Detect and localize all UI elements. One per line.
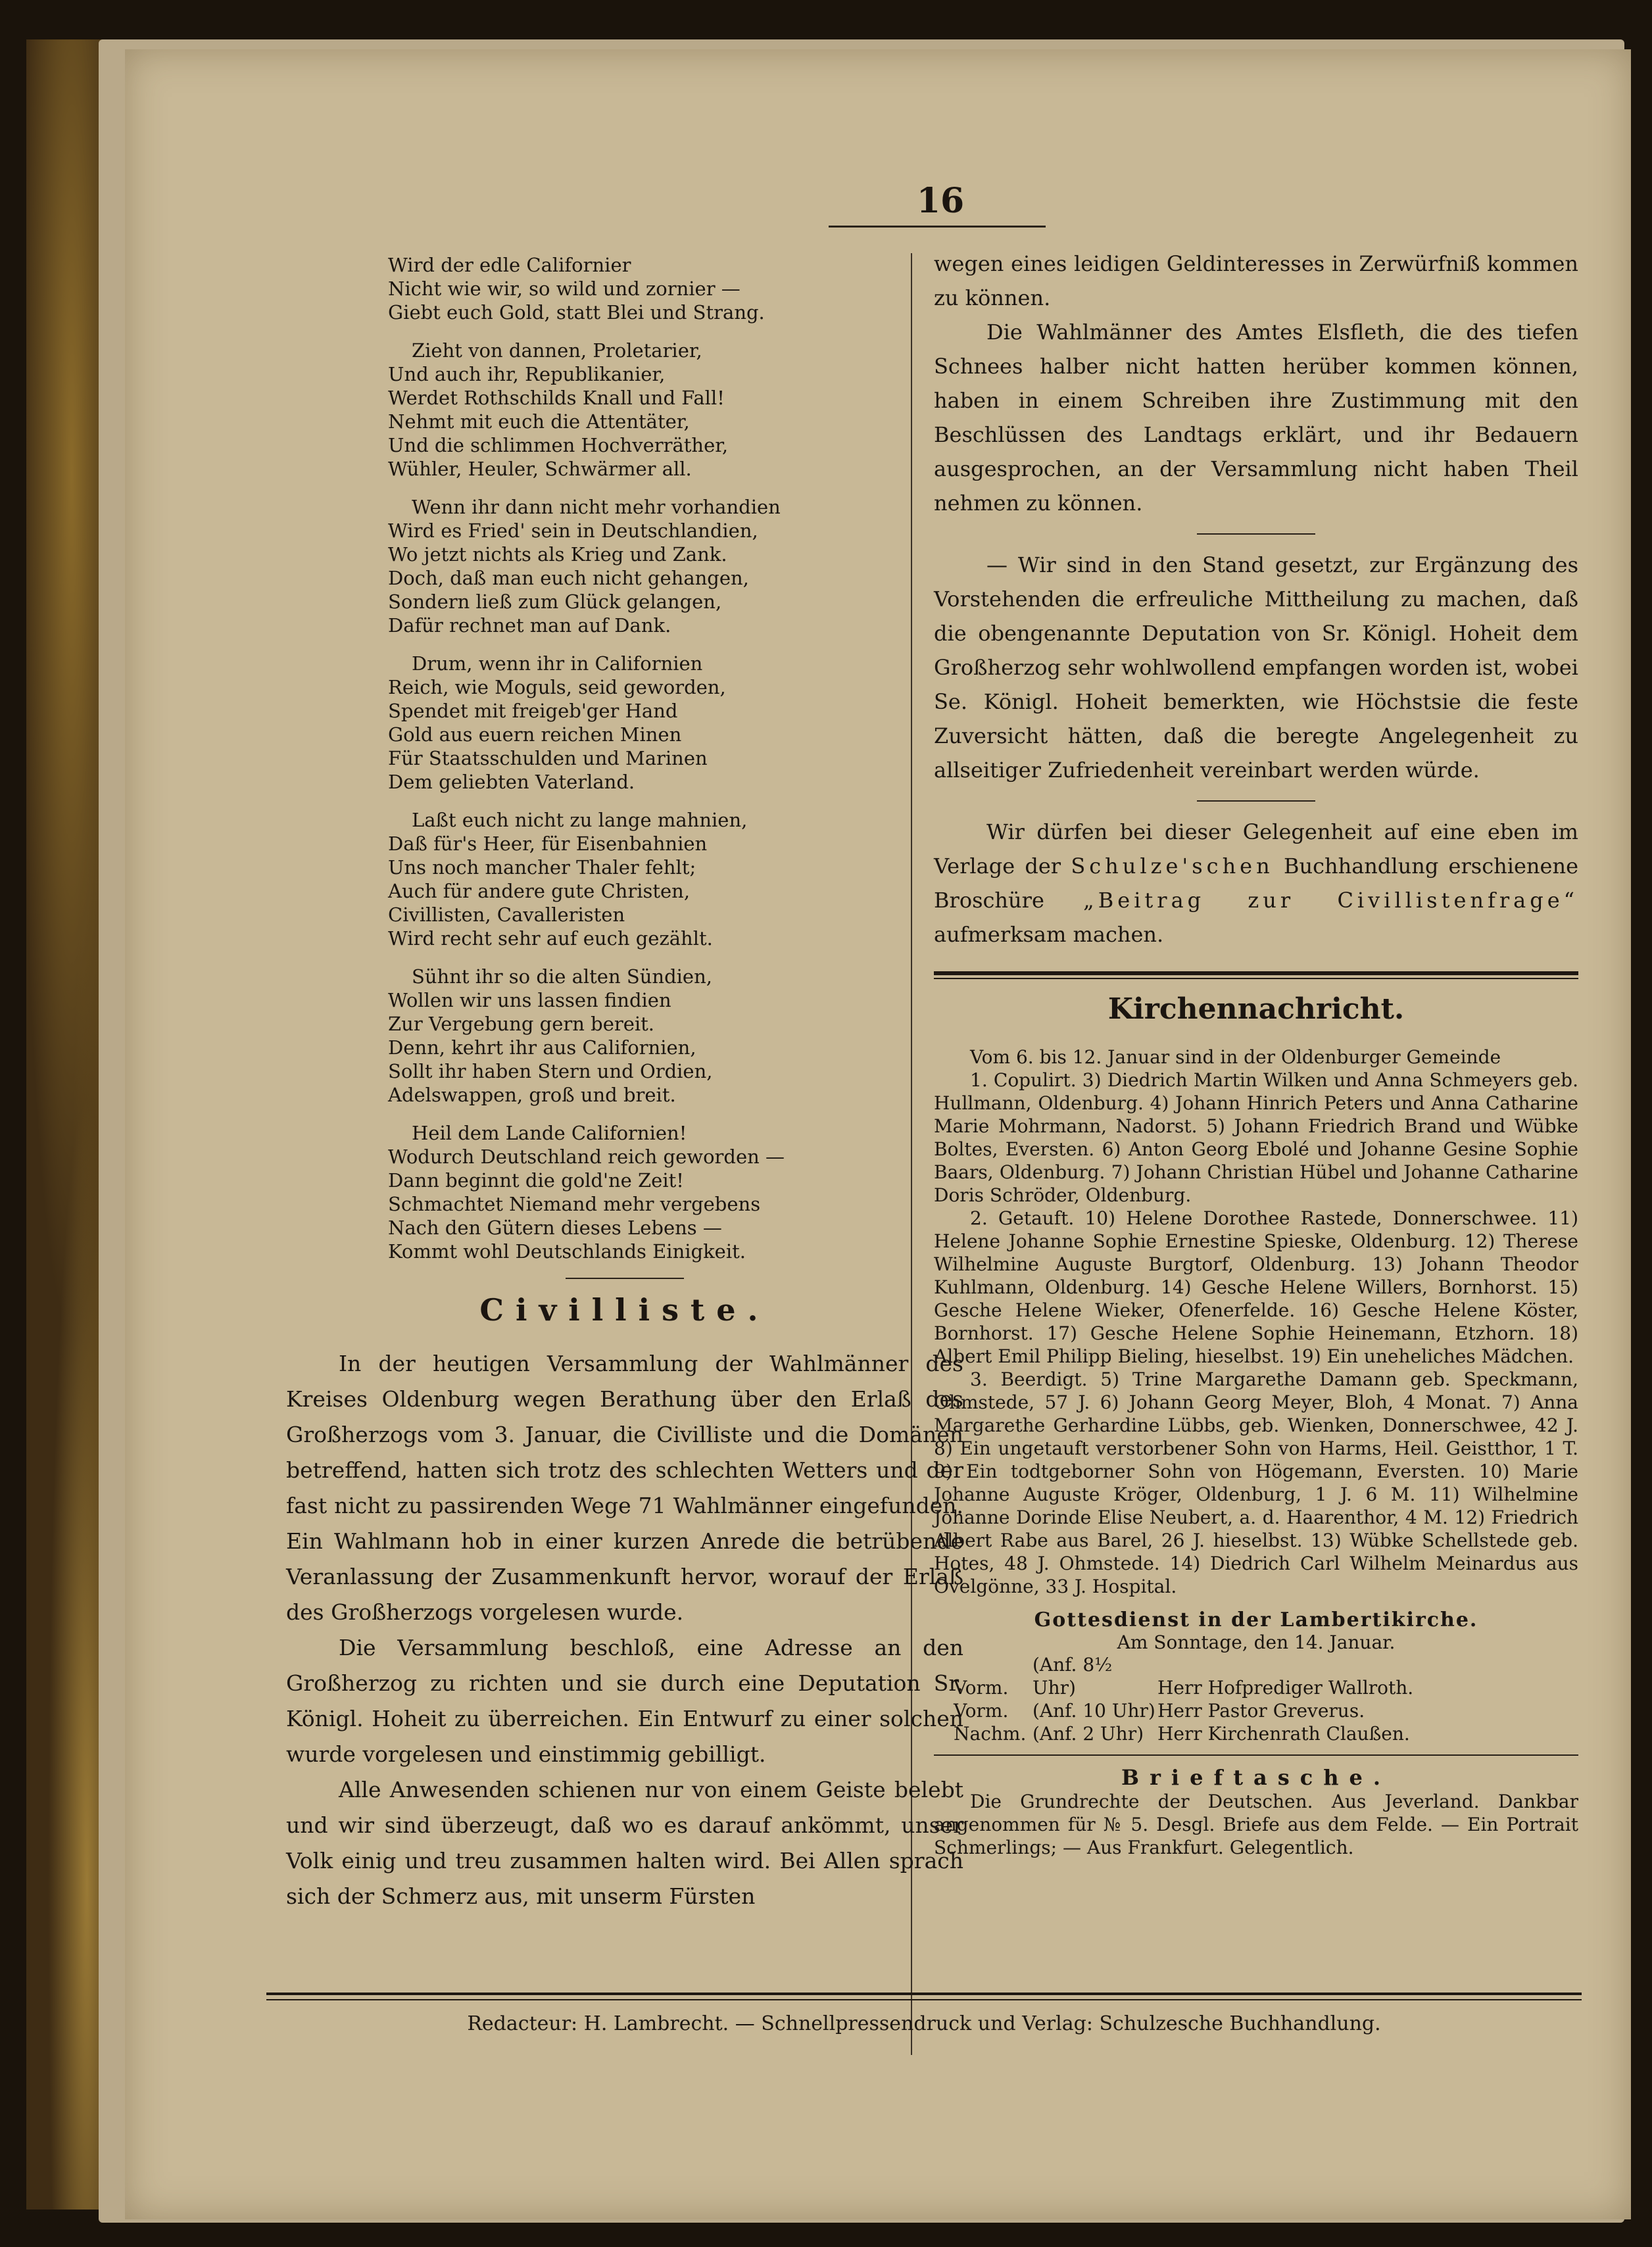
right-column <box>934 247 1578 1859</box>
page-number: 16 <box>916 181 965 221</box>
broschure-text-b: Buchhandlung erschienene Broschüre <box>934 854 1579 913</box>
imprint-footer: Redacteur: H. Lambrecht. — Schnellpressendruck und Verlag: Schulzesche Buchhandlung. <box>467 2012 1381 2035</box>
poem-line: Adelswappen, groß und breit. <box>388 1084 676 1106</box>
poem-line: Wird es Fried' sein in Deutschlandien, <box>388 519 758 542</box>
poem-stanza <box>388 1121 963 1263</box>
poem-line: Und die schlimmen Hochverräther, <box>388 434 729 456</box>
poem-line: Für Staatsschulden und Marinen <box>388 747 708 769</box>
poem-line: Wenn ihr dann nicht mehr vorhandien <box>412 496 781 518</box>
poem-stanza <box>388 339 963 481</box>
poem-line: Laßt euch nicht zu lange mahnien, <box>412 809 748 831</box>
service-row <box>954 1722 1578 1745</box>
poem-line: Daß für's Heer, für Eisenbahnien <box>388 833 708 855</box>
thin-rule <box>934 1754 1578 1756</box>
poem-line: Sollt ihr haben Stern und Ordien, <box>388 1060 713 1082</box>
section-rule <box>1197 533 1315 535</box>
broschure-paragraph <box>934 815 1578 952</box>
poem-line: Denn, kehrt ihr aus Californien, <box>388 1036 696 1059</box>
section-rule <box>566 1278 684 1279</box>
poem-line: Wo jetzt nichts als Krieg und Zank. <box>388 543 727 566</box>
newspaper-page <box>125 49 1631 2219</box>
footer-rule-bottom <box>266 1999 1582 2000</box>
poem-line: Kommt wohl Deutschlands Einigkeit. <box>388 1240 746 1263</box>
poem-line: Auch für andere gute Christen, <box>388 880 691 902</box>
broschure-text-c: aufmerksam machen. <box>934 922 1164 947</box>
service-label: Vorm. <box>954 1677 1009 1699</box>
kirchen-copulirt: 1. Copulirt. 3) Diedrich Martin Wilken und Anna Schmeyers geb. Hullmann, Oldenburg. 4) Johann Hinrich Peters und Anna Catharine Marie Mohrmann, Nadorst. 5) Johann Friedrich Brand und Wübke Boltes, Eversten. 6) Anton Georg Ebolé und Johanne Gesine Sophie Baars, Oldenburg. 7) Johann Christian Hübel und Johanne Catharine Doris Schröder, Oldenburg. <box>934 1069 1578 1206</box>
poem-line: Zur Vergebung gern bereit. <box>388 1013 655 1035</box>
service-who: Herr Pastor Greverus. <box>1157 1700 1365 1722</box>
civilliste-title: Civilliste. <box>479 1292 770 1328</box>
footer-rule-top <box>266 1993 1582 1995</box>
poem-line: Uns noch mancher Thaler fehlt; <box>388 856 696 879</box>
poem-line: Civillisten, Cavalleristen <box>388 904 625 926</box>
broschure-text-a: Wir dürfen bei dieser Gelegenheit auf eine eben im Verlage der <box>934 819 1578 879</box>
deputation-paragraph: — Wir sind in den Stand gesetzt, zur Ergänzung des Vorstehenden die erfreuliche Mittheilung zu machen, daß die obengenannte Deputation von Sr. Königl. Hoheit dem Großherzog sehr wohlwollend empfangen worden ist, wobei Se. Königl. Hoheit bemerkten, wie Höchstsie die feste Zuversicht hätten, daß die beregte Angelegenheit zu allseitiger Zufriedenheit vereinbart werden würde. <box>934 552 1578 783</box>
service-label: Nachm. <box>954 1723 1027 1745</box>
brieftasche-text: Die Grundrechte der Deutschen. Aus Jeverland. Dankbar angenommen für № 5. Desgl. Briefe aus dem Felde. — Ein Portrait Schmerlings; — Aus Frankfurt. Gelegentlich. <box>934 1791 1578 1858</box>
poem-stanza <box>388 495 963 637</box>
poem-line: Nehmt mit euch die Attentäter, <box>388 410 690 433</box>
poem-line: Nicht wie wir, so wild und zornier — <box>388 278 741 300</box>
broschure-title: „Beitrag zur Civillistenfrage“ <box>1083 888 1579 913</box>
poem-stanza <box>388 965 963 1107</box>
poem-line: Gold aus euern reichen Minen <box>388 723 682 746</box>
poem-line: Zieht von dannen, Proletarier, <box>412 339 702 362</box>
poem-line: Schmachtet Niemand mehr vergebens <box>388 1193 761 1215</box>
service-time: (Anf. 8½ Uhr) <box>1032 1654 1113 1699</box>
poem-stanza <box>388 253 963 324</box>
elsfleth-paragraph: Die Wahlmänner des Amtes Elsfleth, die des tiefen Schnees halber nicht hatten herüber kommen können, haben in einem Schreiben ihre Zustimmung mit den Beschlüssen des Landtags erklärt, und ihr Bedauern ausgesprochen, an der Versammlung nicht haben Theil nehmen zu können. <box>934 320 1578 516</box>
service-time: (Anf. 10 Uhr) <box>1032 1700 1155 1722</box>
poem-line: Spendet mit freigeb'ger Hand <box>388 700 678 722</box>
poem-line: Giebt euch Gold, statt Blei und Strang. <box>388 301 765 324</box>
section-rule <box>1197 800 1315 802</box>
civilliste-paragraph-2: Die Versammlung beschloß, eine Adresse an den Großherzog zu richten und sie durch eine Deputation Sr. Königl. Hoheit zu überreichen. Ein Entwurf zu einer solchen wurde vorgelesen und einstimmig gebilligt. <box>286 1635 963 1767</box>
publisher-name: Schulze'schen <box>1071 854 1274 879</box>
service-label: Vorm. <box>954 1700 1009 1722</box>
poem-line: Reich, wie Moguls, seid geworden, <box>388 676 726 698</box>
kirchen-getauft: 2. Getauft. 10) Helene Dorothee Rastede, Donnerschwee. 11) Helene Johanne Sophie Ernestine Spieske, Oldenburg. 12) Therese Wilhelmine Auguste Burgtorf, Oldenburg. 13) Johann Theodor Kuhlmann, Oldenburg. 14) Gesche Helene Willers, Bornhorst. 15) Gesche Helene Wieker, Ofenerfelde. 16) Gesche Helene Köster, Bornhorst. 17) Gesche Helene Sophie Heinemann, Etzhorn. 18) Albert Emil Philipp Bieling, hieselbst. 19) Ein uneheliches Mädchen. <box>934 1207 1578 1367</box>
poem-line: Wird recht sehr auf euch gezählt. <box>388 927 713 950</box>
poem-line: Dann beginnt die gold'ne Zeit! <box>388 1169 684 1192</box>
service-who: Herr Kirchenrath Claußen. <box>1157 1723 1410 1745</box>
double-rule <box>934 971 1578 979</box>
kirchen-intro: Vom 6. bis 12. Januar sind in der Oldenburger Gemeinde <box>970 1046 1501 1068</box>
kirchen-title: Kirchennachricht. <box>1107 992 1405 1026</box>
civilliste-paragraph-1: In der heutigen Versammlung der Wahlmänner des Kreises Oldenburg wegen Berathung über den Erlaß des Großherzogs vom 3. Januar, die Civilliste und die Domänen betreffend, hatten sich trotz des schlechten Wetters und der fast nicht zu passirenden Wege 71 Wahlmänner eingefunden. Ein Wahlmann hob in einer kurzen Anrede die betrübende Veranlassung der Zusammenkunft hervor, worauf der Erlaß des Großherzogs vorgelesen wurde. <box>286 1351 963 1625</box>
poem-line: Und auch ihr, Republikanier, <box>388 363 666 385</box>
service-who: Herr Hofprediger Wallroth. <box>1157 1677 1414 1699</box>
service-time: (Anf. 2 Uhr) <box>1032 1723 1144 1745</box>
poem-line: Heil dem Lande Californien! <box>412 1122 687 1144</box>
gottesdienst-schedule <box>934 1653 1578 1745</box>
poem-line: Sühnt ihr so die alten Sündien, <box>412 965 712 988</box>
poem-line: Doch, daß man euch nicht gehangen, <box>388 567 749 589</box>
poem-line: Drum, wenn ihr in Californien <box>412 652 703 675</box>
poem-line: Wodurch Deutschland reich geworden — <box>388 1146 785 1168</box>
poem-stanza <box>388 652 963 794</box>
civilliste-paragraph-3: Alle Anwesenden schienen nur von einem Geiste belebt und wir sind überzeugt, daß wo es darauf ankömmt, unser Volk einig und treu zusammen halten wird. Bei Allen sprach sich der Schmerz aus, mit unserm Fürsten <box>286 1777 963 1909</box>
poem-line: Sondern ließ zum Glück gelangen, <box>388 591 722 613</box>
poem-line: Wollen wir uns lassen findien <box>388 989 671 1011</box>
left-column <box>286 253 963 1914</box>
brieftasche-title: Brieftasche. <box>1121 1765 1391 1790</box>
kirchen-beerdigt: 3. Beerdigt. 5) Trine Margarethe Damann geb. Speckmann, Ohmstede, 57 J. 6) Johann Georg Meyer, Bloh, 4 Monat. 7) Anna Margarethe Gerhardine Lübbs, geb. Wienken, Donnerschwee, 42 J. 8) Ein ungetauft verstorbener Sohn von Harms, Heil. Geistthor, 1 T. 9) Ein todtgeborner Sohn von Högemann, Eversten. 10) Marie Johanne Auguste Kröger, Oldenburg, 1 J. 6 M. 11) Wilhelmine Johanne Dorinde Elise Neubert, a. d. Haarenthor, 4 M. 12) Friedrich Albert Rabe aus Barel, 26 J. hieselbst. 13) Wübke Schellstede geb. Hotes, 48 J. Ohmstede. 14) Diedrich Carl Wilhelm Meinardus aus Ovelgönne, 33 J. Hospital. <box>934 1368 1578 1597</box>
poem-line: Nach den Gütern dieses Lebens — <box>388 1217 722 1239</box>
service-row <box>954 1653 1578 1699</box>
poem-line: Dem geliebten Vaterland. <box>388 771 635 793</box>
civilliste-continuation: wegen eines leidigen Geldinteresses in Zerwürfniß kommen zu können. <box>934 251 1578 310</box>
poem-line: Dafür rechnet man auf Dank. <box>388 614 671 637</box>
gottesdienst-date: Am Sonntage, den 14. Januar. <box>1117 1631 1396 1653</box>
poem-line: Werdet Rothschilds Knall und Fall! <box>388 387 725 409</box>
poem-line: Wird der edle Californier <box>388 254 631 276</box>
poem <box>286 253 963 1263</box>
gottesdienst-title: Gottesdienst in der Lambertikirche. <box>1034 1608 1478 1631</box>
service-row <box>954 1699 1578 1722</box>
page-number-rule <box>829 226 1046 228</box>
poem-stanza <box>388 808 963 950</box>
poem-line: Wühler, Heuler, Schwärmer all. <box>388 458 692 480</box>
